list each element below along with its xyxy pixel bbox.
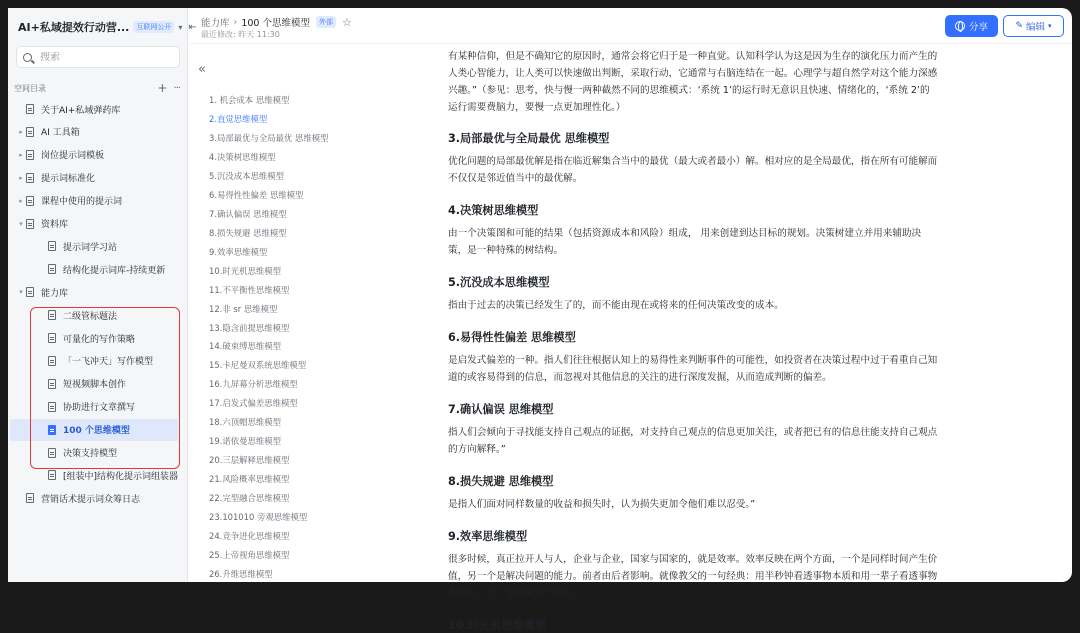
paragraph-line: 指人们会倾向于寻找能支持自己观点的证据，对支持自己观点的信息更加关注，或者把已有的信息往能支持自己观点 <box>448 427 938 438</box>
document-icon <box>26 127 34 137</box>
sidebar-item-label: 能力库 <box>41 288 69 299</box>
add-icon[interactable]: + <box>157 81 168 95</box>
paragraph-line: 道的或容易得到的信息，而忽视对其他信息的关注的进行深度发掘，从而造成判断的偏差。 <box>448 372 832 383</box>
breadcrumb-separator: › <box>233 16 238 28</box>
workspace-title[interactable]: AI+私域提效行动营... <box>18 21 130 34</box>
sidebar-item-label: 关于AI+私域弹药库 <box>41 105 121 116</box>
sidebar-item[interactable] <box>8 327 188 349</box>
directory-title: 空间目录 <box>14 83 46 93</box>
outline-item[interactable]: 18.六顶帽思维模型 <box>209 417 281 428</box>
paragraph-line: 是启发式偏差的一种。指人们往往根据认知上的易得性来判断事件的可能性，如投资者在决策过程中过于看重自己知 <box>448 355 938 366</box>
sidebar-item-label: 营销话术提示词众筹日志 <box>41 494 141 505</box>
caret-right-icon[interactable]: ▸ <box>19 150 23 159</box>
sidebar-item[interactable] <box>8 258 188 280</box>
external-badge: 外部 <box>316 16 336 28</box>
sidebar-item[interactable] <box>8 167 188 189</box>
outline-item[interactable]: 1. 机会成本 思维模型 <box>209 95 290 105</box>
section-heading: 9.效率思维模型 <box>448 530 528 543</box>
sidebar-item-label: 课程中使用的提示词 <box>41 197 123 208</box>
sidebar-item-label: 协助进行文章撰写 <box>63 403 136 414</box>
outline-item[interactable]: 13.隐含前提思维模型 <box>209 322 290 333</box>
sidebar-item[interactable] <box>8 464 188 486</box>
sidebar-item[interactable] <box>8 190 188 212</box>
outline-item[interactable]: 5.沉没成本思维模型 <box>209 170 284 181</box>
share-button[interactable] <box>945 15 998 37</box>
sidebar-item[interactable] <box>8 281 188 303</box>
sidebar-item[interactable] <box>8 373 188 395</box>
outline-item[interactable]: 8.损失规避 思维模型 <box>209 227 287 238</box>
document-icon <box>48 402 56 412</box>
sidebar-item-label: 二级管标题法 <box>63 311 118 322</box>
section-heading: 7.确认偏误 思维模型 <box>448 403 554 416</box>
document-icon <box>48 333 56 343</box>
breadcrumb-parent[interactable]: 能力库 <box>201 18 230 29</box>
doc-header <box>189 8 1072 44</box>
section-heading: 6.易得性性偏差 思维模型 <box>448 331 576 344</box>
sidebar-item-label: 岗位提示词模板 <box>41 151 105 162</box>
sidebar-item-label: 提示词标准化 <box>41 174 96 185</box>
document-icon <box>48 264 56 274</box>
directory-header <box>14 80 180 96</box>
paragraph-line: 指由于过去的决策已经发生了的，而不能由现在或将来的任何决策改变的成本。 <box>448 300 784 311</box>
sidebar-item[interactable] <box>8 442 188 464</box>
document-icon <box>26 287 34 297</box>
outline-item[interactable]: 19.诺依曼思维模型 <box>209 436 281 447</box>
search-icon <box>23 53 32 62</box>
globe-icon <box>955 21 965 31</box>
sidebar-item-label: 100 个思维模型 <box>63 426 130 437</box>
sidebar-item[interactable] <box>8 396 188 418</box>
paragraph-line: 由一个决策图和可能的结果（包括资源成本和风险）组成， 用来创建到达目标的规划。决策树建立并用来辅助决 <box>448 228 922 239</box>
pencil-icon: ✎ <box>1015 21 1023 31</box>
outline-item[interactable]: 7.确认偏误 思维模型 <box>209 208 287 219</box>
paragraph-line: 的方向解释。” <box>448 444 506 455</box>
outline-item[interactable]: 2.直觉思维模型 <box>209 113 268 124</box>
outline-item[interactable]: 15.卡尼曼双系统思维模型 <box>209 360 307 371</box>
doc-content <box>448 44 993 632</box>
sidebar-item-label: 短视频脚本创作 <box>63 380 127 391</box>
sidebar-item-label: 提示词学习站 <box>63 242 118 253</box>
sidebar-item-label: 「一飞冲天」写作模型 <box>63 357 154 368</box>
intro-paragraph <box>448 48 993 116</box>
caret-down-icon[interactable]: ▾ <box>19 219 23 228</box>
paragraph-line: 优化问题的局部最优解是指在临近解集合当中的最优（最大或者最小）解。相对应的是全局最优，指在所有可能解而 <box>448 156 938 167</box>
collapse-outline-icon[interactable]: « <box>198 62 206 77</box>
outline-item[interactable]: 26.升维思维模型 <box>209 569 273 579</box>
star-icon[interactable]: ☆ <box>341 15 352 29</box>
collapse-sidebar-icon[interactable]: ⇤ <box>188 21 197 33</box>
sidebar-item-label: 结构化提示词库-持续更新 <box>63 265 166 276</box>
sidebar-item-label: 资料库 <box>41 220 69 230</box>
paragraph-line: 策，是一种特殊的树结构。 <box>448 245 564 256</box>
sidebar-item[interactable] <box>10 419 178 441</box>
section-heading: 8.损失规避 思维模型 <box>448 475 554 488</box>
outline-item[interactable]: 16.九屏幕分析思维模型 <box>209 379 298 390</box>
document-icon <box>26 173 34 183</box>
caret-down-icon[interactable]: ▾ <box>19 288 23 297</box>
section-paragraph <box>448 297 993 314</box>
outline-panel <box>198 56 438 582</box>
paragraph-line: 人类心智能力，让人类可以快速做出判断，采取行动，它通常与右脑连结在一起。心理学与超自然学对这个能力深感 <box>448 68 938 79</box>
outline-item[interactable]: 6.易得性性偏差 思维模型 <box>209 189 304 200</box>
outline-item[interactable]: 12.非 sr 思维模型 <box>209 303 278 314</box>
paragraph-line: 是指人们面对同样数量的收益和损失时，认为损失更加令他们难以忍受。” <box>448 499 756 510</box>
sidebar-item[interactable] <box>8 213 188 235</box>
caret-right-icon[interactable]: ▸ <box>19 173 23 182</box>
app-window <box>8 8 1072 632</box>
section-paragraph <box>448 352 993 386</box>
sidebar-item-label: [组装中]结构化提示词组装器 <box>63 471 179 482</box>
sidebar-item-label: AI 工具箱 <box>41 128 80 139</box>
doc-title[interactable]: 100 个思维模型 <box>241 18 310 29</box>
paragraph-line: 值，另一个是解决问题的能力。前者由后者影响。就像教父的一句经典：用半秒钟看透事物本质和用一辈子看透事物 <box>448 571 938 582</box>
paragraph-line: 很多时候，真正拉开人与人，企业与企业，国家与国家的，就是效率。效率反映在两个方面，一个是同样时间产生价 <box>448 554 938 565</box>
caret-right-icon[interactable]: ▸ <box>19 127 23 136</box>
outline-item[interactable]: 20.三层解释思维模型 <box>209 455 290 466</box>
chevron-down-icon[interactable]: ▾ <box>178 22 183 32</box>
sidebar-item[interactable] <box>8 121 188 143</box>
document-icon <box>48 356 56 366</box>
outline-item[interactable]: 10.时光机思维模型 <box>209 265 281 276</box>
sidebar-item[interactable] <box>8 487 188 509</box>
section-paragraph <box>448 225 993 259</box>
section-heading: 4.决策树思维模型 <box>448 204 539 217</box>
last-modified: 最近修改: 昨天 11:30 <box>201 30 280 39</box>
sidebar-item[interactable] <box>8 235 188 257</box>
outline-item[interactable]: 21.风险概率思维模型 <box>209 474 290 485</box>
paragraph-line: 不仅仅是邻近值当中的最优解。 <box>448 173 583 184</box>
section-paragraph <box>448 496 993 513</box>
breadcrumb <box>201 15 352 29</box>
document-icon <box>48 425 56 435</box>
document-icon <box>26 104 34 114</box>
outline-item[interactable]: 9.效率思维模型 <box>209 246 268 257</box>
document-icon <box>48 470 56 480</box>
section-heading: 10.时光机思维模型 <box>448 619 547 632</box>
outline-item[interactable]: 24.竞争进化思维模型 <box>209 531 290 542</box>
share-label: 分享 <box>968 22 988 33</box>
section-paragraph <box>448 551 993 602</box>
sidebar-item[interactable] <box>8 144 188 166</box>
paragraph-line: 运行需要费脑力，要慢一点更加理性化。） <box>448 102 626 113</box>
caret-right-icon[interactable]: ▸ <box>19 196 23 205</box>
document-icon <box>26 150 34 160</box>
paragraph-line: 兴趣。”（参见：思考，快与慢一两种截然不同的思维模式：‘系统 1’的运行时无意识且快速、情绪化的，‘系统 2’的 <box>448 85 930 96</box>
outline-item[interactable]: 14.破束缚思维模型 <box>209 341 281 352</box>
paragraph-line: 本质的人生一定是截然不同的。 <box>448 588 583 599</box>
document-icon <box>48 310 56 320</box>
outline-item[interactable]: 4.决策树思维模型 <box>209 151 276 162</box>
section-paragraph <box>448 424 993 458</box>
sidebar-item[interactable] <box>8 350 188 372</box>
public-badge: 互联网公开 <box>133 21 174 33</box>
outline-item[interactable]: 22.完型融合思维模型 <box>209 493 290 504</box>
outline-item[interactable]: 11.不平衡性思维模型 <box>209 284 290 295</box>
section-paragraph <box>448 153 993 187</box>
outline-item[interactable]: 3.局部最优与全局最优 思维模型 <box>209 132 329 143</box>
outline-item[interactable]: 25.上帝视角思维模型 <box>209 550 290 561</box>
sidebar-item[interactable] <box>8 304 188 326</box>
sidebar-item-label: 决策支持模型 <box>63 449 118 459</box>
paragraph-line: 有某种信仰，但是不确知它的原因时，通常会将它归于是一种直觉。认知科学认为这是因为生存的演化压力而产生的 <box>448 51 938 62</box>
document-icon <box>26 219 34 229</box>
section-heading: 5.沉没成本思维模型 <box>448 276 550 289</box>
section-heading: 3.局部最优与全局最优 思维模型 <box>448 132 610 145</box>
sidebar-item[interactable] <box>8 98 188 120</box>
more-icon[interactable]: ··· <box>173 82 180 94</box>
document-icon <box>48 241 56 251</box>
document-icon <box>48 379 56 389</box>
outline-item[interactable]: 17.启发式偏差思维模型 <box>209 398 298 409</box>
workspace-header[interactable] <box>18 18 197 36</box>
document-icon <box>48 448 56 458</box>
edit-label: 编辑 <box>1026 22 1046 33</box>
search-box[interactable] <box>16 46 180 68</box>
document-icon <box>26 196 34 206</box>
sidebar-item-label: 可量化的写作策略 <box>63 334 136 345</box>
edit-button[interactable] <box>1003 15 1064 37</box>
chevron-down-icon: ▾ <box>1048 22 1052 30</box>
search-input[interactable] <box>40 52 170 63</box>
outline-item[interactable]: 23.101010 旁观思维模型 <box>209 512 308 523</box>
sidebar <box>8 8 197 582</box>
document-icon <box>26 493 34 503</box>
